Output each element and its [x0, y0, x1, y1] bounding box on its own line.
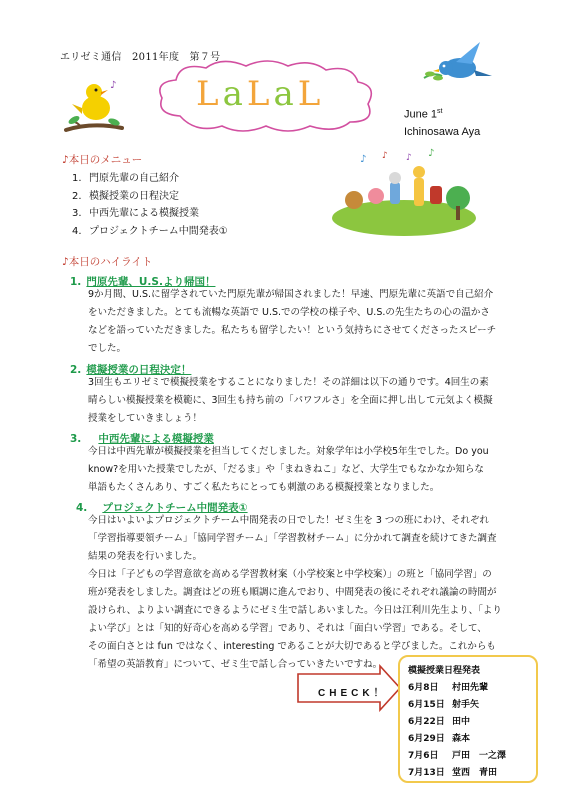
schedule-title: 模擬授業日程発表 — [408, 666, 481, 676]
schedule-box — [398, 655, 538, 783]
date-author-block — [404, 103, 480, 141]
menu-item — [72, 205, 228, 223]
schedule-date: 6月8日 — [408, 683, 439, 693]
schedule-date: 7月13日 — [408, 768, 445, 778]
schedule-name: 村田先輩 — [452, 683, 489, 693]
logo-letter: L — [297, 74, 325, 114]
logo-letter: L — [246, 74, 274, 114]
menu-item-label: 門原先輩の自己紹介 — [89, 173, 179, 184]
menu-item-number: 2. — [72, 190, 82, 202]
schedule-row — [408, 748, 528, 765]
schedule-row — [408, 714, 528, 731]
svg-text:♪: ♪ — [428, 148, 435, 159]
highlights-heading: ♪本日のハイライト — [62, 256, 153, 268]
highlight-number: 4. — [76, 502, 88, 514]
menu-item-number: 3. — [72, 208, 82, 219]
schedule-date: 7月6日 — [408, 751, 439, 761]
schedule-name: 射手矢 — [452, 700, 480, 710]
menu-item-label: 模擬授業の日程決定 — [89, 190, 179, 202]
highlight-4-body: 今日はいよいよプロジェクトチーム中間発表の日でした！ゼミ生を 3 つの班にわけ、それぞれ 「学習指導要領チーム」「協同学習チーム」「学習教材チーム」に分かれて調査を続けてきた調査 結果の発表を行いました。 今日は「子どもの学習意欲を高める学習教材案（小学校案と中学校案）」の班と「協同学習」の 班が発表をしました。調査はどの班も順調に進んでおり、中間発表の後にそれぞれ議論の時間が 設けられ、よりよい調査にできるようにゼミ生で話しあいました。今日は江利川先生より、「より よい学び」とは「知的好奇心を高める学習」であり、それは「面白い学習」である。そして、 その面白さとは fun ではなく、interesting であることが大切であると学びました。これからも 「希望の英語教育」について、ゼミ生で話し合っていきたいですね。 — [88, 515, 502, 670]
menu-heading: ♪本日のメニュー — [62, 154, 143, 166]
schedule-date: 6月29日 — [408, 734, 445, 744]
animal-band-illustration — [330, 148, 478, 238]
svg-text:♪: ♪ — [110, 80, 117, 91]
check-label: CHECK！ — [318, 688, 388, 699]
menu-item-number: 1. — [72, 173, 82, 184]
issue-date-suffix: st — [437, 108, 443, 115]
menu-item-label: 中西先輩による模擬授業 — [89, 208, 199, 219]
menu-item-label: プロジェクトチーム中間発表① — [89, 225, 228, 237]
schedule-row — [408, 765, 528, 782]
issue-date: June 1 — [404, 108, 438, 121]
highlight-2-body: 3回生もエリゼミで模擬授業をすることになりました！その詳細は以下の通りです。4回生の素 晴らしい模擬授業を模範に、3回生も持ち前の「パワフルさ」を全面に押し出して元気よく模擬 授業をしていきましょう！ — [88, 377, 493, 424]
schedule-date: 6月15日 — [408, 700, 445, 710]
menu-item — [72, 223, 228, 241]
highlight-number: 3. — [70, 433, 82, 445]
logo-letter: a — [273, 74, 298, 114]
menu-item-number: 4. — [72, 225, 82, 237]
masthead: エリゼミ通信 2011年度 第７号 — [60, 52, 221, 63]
schedule-row — [408, 731, 528, 748]
newsletter-logo — [196, 74, 324, 114]
highlight-title: 門原先輩、U.S.より帰国！ — [86, 276, 216, 288]
schedule-row — [408, 697, 528, 714]
svg-text:♪: ♪ — [382, 151, 388, 161]
check-arrow-icon — [296, 664, 402, 712]
highlight-3-body: 今日は中西先輩が模擬授業を担当してくだしました。対象学年は小学校5年生でした。Do you know?を用いた授業でしたが、「だるま」や「まねきねこ」など、大学生でもなかなか知らな 単語もたくさんあり、すごく私たちにとっても刺激のある模擬授業となりました。 — [88, 446, 489, 493]
menu-item — [72, 170, 228, 188]
highlight-title: 模擬授業の日程決定！ — [86, 364, 192, 376]
schedule-name: 戸田 一之澤 — [452, 751, 507, 761]
schedule-name: 田中 — [452, 717, 471, 727]
highlight-number: 2. — [70, 364, 82, 376]
menu-list — [72, 170, 228, 240]
menu-item — [72, 188, 228, 206]
svg-text:♪: ♪ — [406, 153, 412, 163]
blue-bird-illustration — [420, 38, 500, 90]
author-name: Ichinosawa Aya — [404, 125, 481, 138]
schedule-row — [408, 680, 528, 697]
highlight-1-body: 9か月間、U.S.に留学されていた門原先輩が帰国されました！早速、門原先輩に英語で自己紹介 をいただきました。とても流暢な英語で U.S.での学校の様子や、U.S.の先生たちの心の温かさ などを語っていただきました。私たちも留学したい！という気持ちにさせてくださったスピーチ でした。 — [88, 289, 497, 354]
highlight-number: 1. — [70, 276, 82, 288]
yellow-bird-illustration — [62, 78, 130, 138]
highlight-title: プロジェクトチーム中間発表① — [102, 502, 248, 514]
schedule-date: 6月22日 — [408, 717, 445, 727]
schedule-name: 堂西 青田 — [452, 768, 498, 778]
schedule-name: 森本 — [452, 734, 471, 744]
logo-letter: L — [196, 74, 223, 114]
svg-text:♪: ♪ — [360, 154, 367, 165]
logo-letter: a — [222, 74, 247, 114]
highlight-title: 中西先輩による模擬授業 — [98, 433, 214, 445]
